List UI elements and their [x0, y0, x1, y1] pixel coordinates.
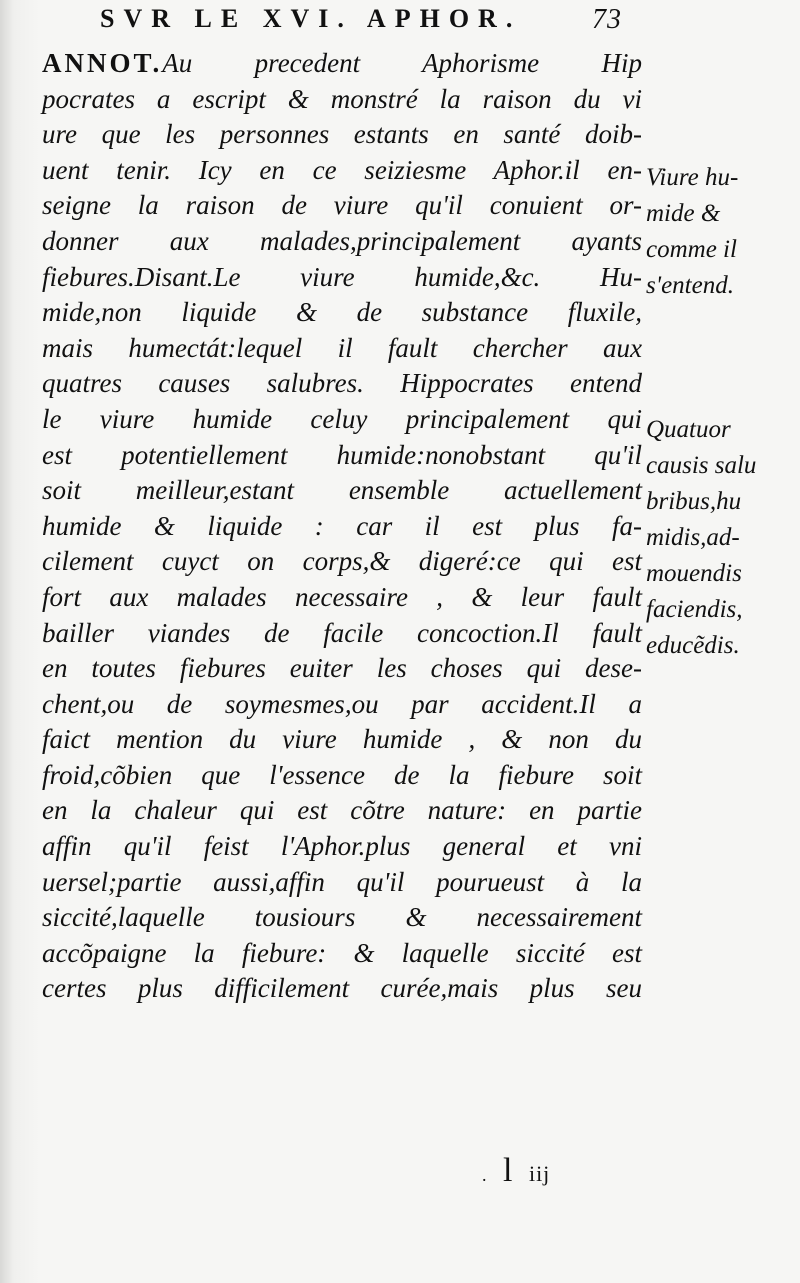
- running-header: [100, 4, 740, 34]
- text-line: mide,non liquide & de substance fluxile,: [42, 297, 642, 328]
- text-line: le viure humide celuy principalement qui: [42, 403, 642, 434]
- text-line: uersel;partie aussi,affin qu'il pourueust à la: [42, 866, 642, 897]
- text-line: bailler viandes de facile concoction.Il fault: [42, 617, 642, 648]
- text-line: en toutes fiebures euiter les choses qui dese-: [42, 653, 642, 684]
- margin-note-line: mide &: [646, 200, 721, 227]
- text-line: quatres causes salubres. Hippocrates entend: [42, 368, 642, 399]
- text-line: ure que les personnes estants en santé doib-: [42, 119, 642, 150]
- signature-letter: l: [503, 1152, 517, 1189]
- margin-note-line: comme il: [646, 236, 737, 263]
- margin-note-line: causis salu: [646, 452, 757, 479]
- text-line: affin qu'il feist l'Aphor.plus general et vni: [42, 831, 642, 862]
- text-line: [42, 46, 642, 82]
- margin-note-line: Viure hu-: [646, 164, 739, 191]
- text-line: donner aux malades,principalement ayants: [42, 225, 642, 256]
- margin-note-line: educẽdis.: [646, 632, 740, 659]
- running-title: SVR LE XVI. APHOR.: [100, 4, 522, 33]
- annotation-lead: ANNOT.: [42, 48, 163, 78]
- text-line: humide & liquide : car il est plus fa-: [42, 510, 642, 541]
- text-line: uent tenir. Icy en ce seiziesme Aphor.il en-: [42, 154, 642, 185]
- text-line: soit meilleur,estant ensemble actuellement: [42, 475, 642, 506]
- text-line: accõpaigne la fiebure: & laquelle siccité est: [42, 937, 642, 968]
- text-line: fiebures.Disant.Le viure humide,&c. Hu-: [42, 261, 642, 292]
- signature-mark: [482, 1152, 550, 1190]
- margin-note-line: mouendis: [646, 560, 742, 587]
- main-text-block: [42, 46, 642, 1007]
- text-line: froid,cõbien que l'essence de la fiebure soit: [42, 759, 642, 790]
- text-line: est potentiellement humide:nonobstant qu'il: [42, 439, 642, 470]
- margin-note-line: midis,ad-: [646, 524, 740, 551]
- margin-note-2: [646, 412, 796, 664]
- text-line: cilement cuyct on corps,& digeré:ce qui est: [42, 546, 642, 577]
- margin-note-line: s'entend.: [646, 272, 734, 299]
- text-line: fort aux malades necessaire , & leur fault: [42, 581, 642, 612]
- text-line: seigne la raison de viure qu'il conuient or-: [42, 190, 642, 221]
- margin-note-1: [646, 160, 796, 304]
- text-line: pocrates a escript & monstré la raison du vi: [42, 83, 642, 114]
- margin-note-line: faciendis,: [646, 596, 743, 623]
- margin-note-line: bribus,hu: [646, 488, 742, 515]
- text-line: chent,ou de soymesmes,ou par accident.Il a: [42, 688, 642, 719]
- page-number: 73: [592, 4, 622, 35]
- signature-numeral: iij: [528, 1161, 551, 1186]
- text-line: en la chaleur qui est cõtre nature: en partie: [42, 795, 642, 826]
- text-line: siccité,laquelle tousiours & necessairement: [42, 902, 642, 933]
- margin-note-line: Quatuor: [646, 416, 731, 443]
- text-line-content: Au precedent Aphorisme Hip: [162, 48, 642, 78]
- text-line: certes plus difficilement curée,mais plus seu: [42, 973, 642, 1004]
- signature-dot: .: [482, 1165, 491, 1185]
- text-line: mais humectát:lequel il fault chercher aux: [42, 332, 642, 363]
- text-line: faict mention du viure humide , & non du: [42, 724, 642, 755]
